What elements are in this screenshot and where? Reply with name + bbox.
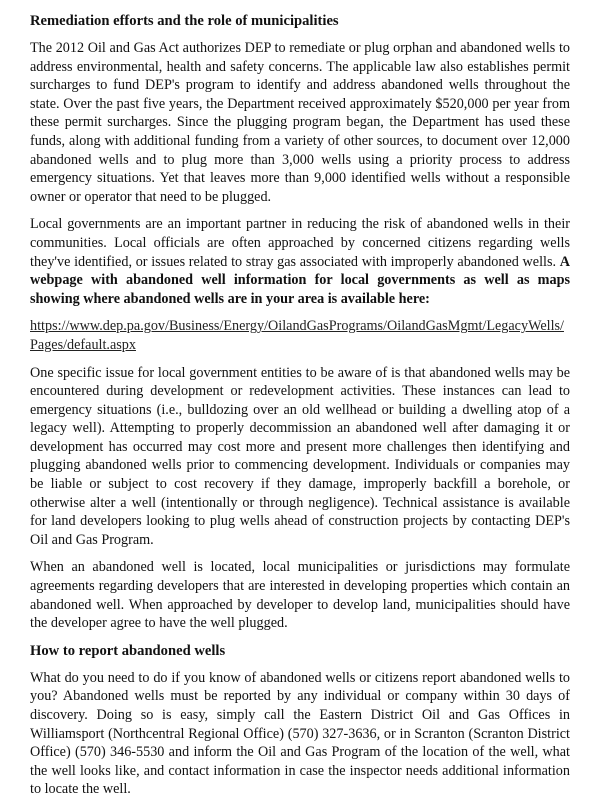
paragraph-development-issue: One specific issue for local government entities to be aware of is that abandoned wells may be encountered during development or redevelopment activities. These instances can lead to emergency situations (i.e., bulldozing over an old wellhead or building a dwelling atop of a legacy well). Attempting to properly decommission an abandoned well after damaging it or development has occurred may cost more and present more challenges then identifying and plugging abandoned wells prior to commencing development. Individuals or companies may be liable or subject to cost recovery if they damage, improperly backfill a borehole, or otherwise alter a well (intentionally or through negligence). Technical assistance is available for land developers looking to plug wells ahead of construction projects by contacting DEP's Oil and Gas Program. [30,364,570,548]
section-heading-remediation: Remediation efforts and the role of municipalities [30,13,339,29]
paragraph-agreements: When an abandoned well is located, local municipalities or jurisdictions may formulate agreements regarding developers that are interested in developing properties which contain an abandoned well. When approached by developer to develop land, municipalities should have the developer agree to have the well plugged. [30,559,570,632]
paragraph-oil-gas-act: The 2012 Oil and Gas Act authorizes DEP to remediate or plug orphan and abandoned wells to address environmental, health and safety concerns. The applicable law also establishes permit surcharges to fund DEP's program to identify and address abandoned wells throughout the state. Over the past five years, the Department received approximately $520,000 per year from these permit surcharges. Since the plugging program began, the Department has used these funds, along with additional funding from a variety of other sources, to document over 12,000 abandoned wells and to plug more than 3,000 wells using a priority process to address emergency situations. Yet that leaves more than 9,000 identified wells without a responsible owner or operator that need to be plugged. [30,40,570,205]
paragraph-local-governments-text: Local governments are an important partner in reducing the risk of abandoned wells in their communities. Local officials are often approached by concerned citizens regarding wells they've identified, or issues related to stray gas associated with improperly abandoned wells. [30,216,570,270]
paragraph-local-governments [30,215,570,308]
webpage-callout: A webpage with abandoned well information for local governments as well as maps showing where abandoned wells are in your area is available here: [30,253,570,307]
legacy-wells-link[interactable]: https://www.dep.pa.gov/Business/Energy/OilandGasPrograms/OilandGasMgmt/LegacyWells/Pages/default.aspx [30,318,564,353]
section-heading-report: How to report abandoned wells [30,642,226,659]
paragraph-report-instructions: What do you need to do if you know of abandoned wells or citizens report abandoned wells to you? Abandoned wells must be reported by any individual or company within 30 days of discovery. Doing so is easy, simply call the Eastern District Oil and Gas Offices in Williamsport (Northcentral Regional Office) (570) 327-3636, or in Scranton (Scranton District Office) (570) 346-5530 and inform the Oil and Gas Program of the location of the well, what the well looks like, and contact information in case the inspector needs additional information to locate the well. [30,669,570,798]
